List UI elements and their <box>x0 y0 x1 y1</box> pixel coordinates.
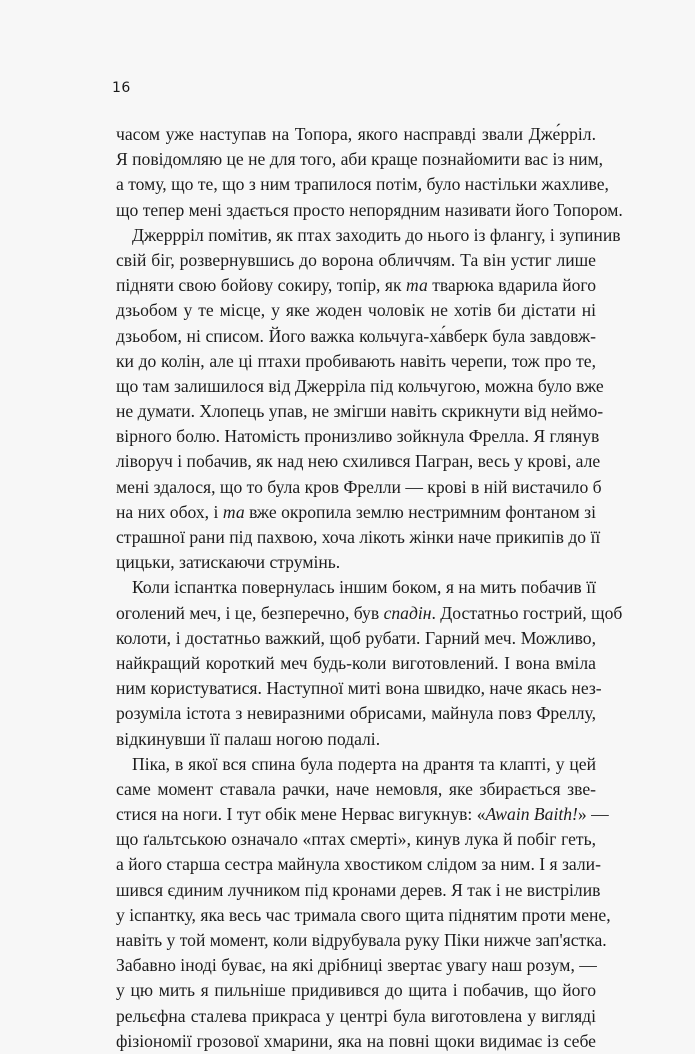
text-line <box>116 777 596 802</box>
text-run: ним користуватися. Наступної миті вона швидко, наче якась нез- <box>116 678 602 699</box>
text-run: мені здалося, що то була кров Фрелли — крові в ній вистачило б <box>116 476 602 497</box>
text-line <box>116 349 596 374</box>
text-line <box>116 827 596 852</box>
body-text <box>116 122 623 1054</box>
text-line <box>116 852 601 877</box>
text-run: страшної рани під пахвою, хоча лікоть жінки наче прикипів до її <box>116 527 601 547</box>
text-line <box>116 374 604 399</box>
text-run: дзьобом, ні списом. Його важка кольчуга-ха́вберк була завдовж- <box>116 325 596 346</box>
text-line <box>116 802 609 827</box>
text-line <box>116 978 596 1003</box>
text-line <box>116 525 601 550</box>
text-run: Забавно іноді буває, на які дрібниці звертає увагу наш розум, — <box>116 955 597 976</box>
text-run: найкращий короткий меч будь-коли виготовлений. І вона вміла <box>116 652 596 673</box>
text-line <box>116 601 623 626</box>
text-line <box>116 399 604 424</box>
text-line <box>116 475 602 500</box>
text-run: у іспантку, яка весь час тримала свого щита піднятим проти мене, <box>116 904 611 925</box>
text-run: що ґальтською означало «птах смерті», кинув лука й побіг геть, <box>116 829 596 850</box>
text-line <box>116 449 601 474</box>
text-run: свій біг, розвернувшись до ворона обличчям. Та він устиг лише <box>116 249 596 270</box>
text-run: вірного болю. Натомість пронизливо зойкнула Фрелла. Я глянув <box>116 426 600 447</box>
italic-text: Awain Baith! <box>485 804 578 825</box>
text-run: що тепер мені здається просто непорядним називати його Топором. <box>116 199 623 220</box>
text-run: рельєфна сталева прикраса у центрі була виготовлена у вигляді <box>116 1005 596 1026</box>
text-run: колоти, і достатньо важкий, щоб рубати. Гарний меч. Можливо, <box>116 627 596 648</box>
text-line <box>116 676 602 701</box>
text-line <box>116 651 596 676</box>
text-run: навіть у той момент, коли відрубувала руку Піки нижче зап'ястка. <box>116 930 607 950</box>
text-run: розуміла істота з невиразними обрисами, майнула повз Фреллу, <box>116 703 596 724</box>
text-line <box>116 172 609 197</box>
italic-text: спадін <box>383 602 432 623</box>
text-run: дзьобом у те місце, у яке жоден чоловік не хотів би дістати ні <box>116 300 596 321</box>
italic-text: та <box>406 275 428 296</box>
text-line <box>116 273 596 298</box>
text-run: фізіономії грозової хмарини, яка на повні щоки видимає із себе <box>116 1030 596 1051</box>
text-run: шився єдиним лучником під кронами дерев. Я так і не вистрілив <box>116 879 601 900</box>
italic-text: та <box>222 501 245 522</box>
text-run: стися на ноги. І тут обік мене Нервас вигукнув: « <box>116 804 486 825</box>
text-run: а його старша сестра майнула хвостиком слідом за ним. І я зали- <box>116 854 601 875</box>
text-line <box>116 424 600 449</box>
text-line <box>116 1029 596 1054</box>
text-run: у цю мить я пильніше придивився до щита і побачив, що його <box>116 980 596 1001</box>
paragraph <box>116 122 623 223</box>
text-line <box>116 298 596 323</box>
text-line <box>116 147 604 172</box>
paragraph <box>116 223 621 576</box>
text-line <box>116 500 596 525</box>
text-line <box>116 122 596 147</box>
text-run: Я повідомляю це не для того, аби краще познайомити вас із ним, <box>116 149 604 170</box>
text-run: ліворуч і побачив, як над нею схилився Пагран, весь у крові, але <box>116 451 601 472</box>
text-line <box>116 928 607 953</box>
text-line <box>116 953 596 978</box>
text-line <box>116 727 596 752</box>
text-line <box>116 903 611 928</box>
text-run: відкинувши її палаш ногою подалі. <box>116 728 381 749</box>
text-run: тварюка вдарила його <box>427 275 596 296</box>
text-line <box>116 248 596 273</box>
text-run: цицьки, затискаючи струмінь. <box>116 552 341 573</box>
text-line <box>116 752 596 777</box>
text-run: ки до колін, але ці птахи пробивають навіть черепи, тож про те, <box>116 350 596 371</box>
text-run: Піка, в якої вся спина була подерта на дрантя та клапті, у цей <box>132 753 596 774</box>
text-run: а тому, що те, що з ним трапилося потім, було настільки жахливе, <box>116 174 609 195</box>
text-run: » — <box>577 804 609 825</box>
paragraph <box>116 752 611 1054</box>
text-line <box>116 626 596 651</box>
paragraph <box>116 575 623 751</box>
text-line <box>116 324 596 349</box>
text-run: саме момент ставала рачки, наче немовля, яке збирається зве- <box>116 778 596 799</box>
text-run: вже окропила землю нестримним фонтаном зі <box>244 501 596 522</box>
text-line <box>116 223 621 248</box>
text-run: не думати. Хлопець упав, не змігши навіть скрикнути від неймо- <box>116 401 604 422</box>
text-run: Коли іспантка повернулась іншим боком, я на мить побачив її <box>132 577 596 598</box>
text-run: оголений меч, і це, безперечно, був <box>116 602 384 623</box>
text-run: підняти свою бойову сокиру, топір, як <box>116 275 407 296</box>
text-run: на них обох, і <box>116 501 223 522</box>
text-line <box>116 550 596 575</box>
text-line <box>116 198 623 223</box>
text-line <box>116 701 596 726</box>
text-line <box>116 878 601 903</box>
text-run: часом уже наступав на Топора, якого насправді звали Дже́рріл. <box>116 124 596 144</box>
text-run: що там залишилося від Джерріла під кольчугою, можна було вже <box>116 375 604 396</box>
text-line <box>116 1004 596 1029</box>
page-number: 16 <box>112 80 131 96</box>
text-line <box>116 575 596 600</box>
text-run: . Достатньо гострий, щоб <box>431 602 623 623</box>
text-run: Джеррріл помітив, як птах заходить до нього із флангу, і зупинив <box>132 224 621 245</box>
